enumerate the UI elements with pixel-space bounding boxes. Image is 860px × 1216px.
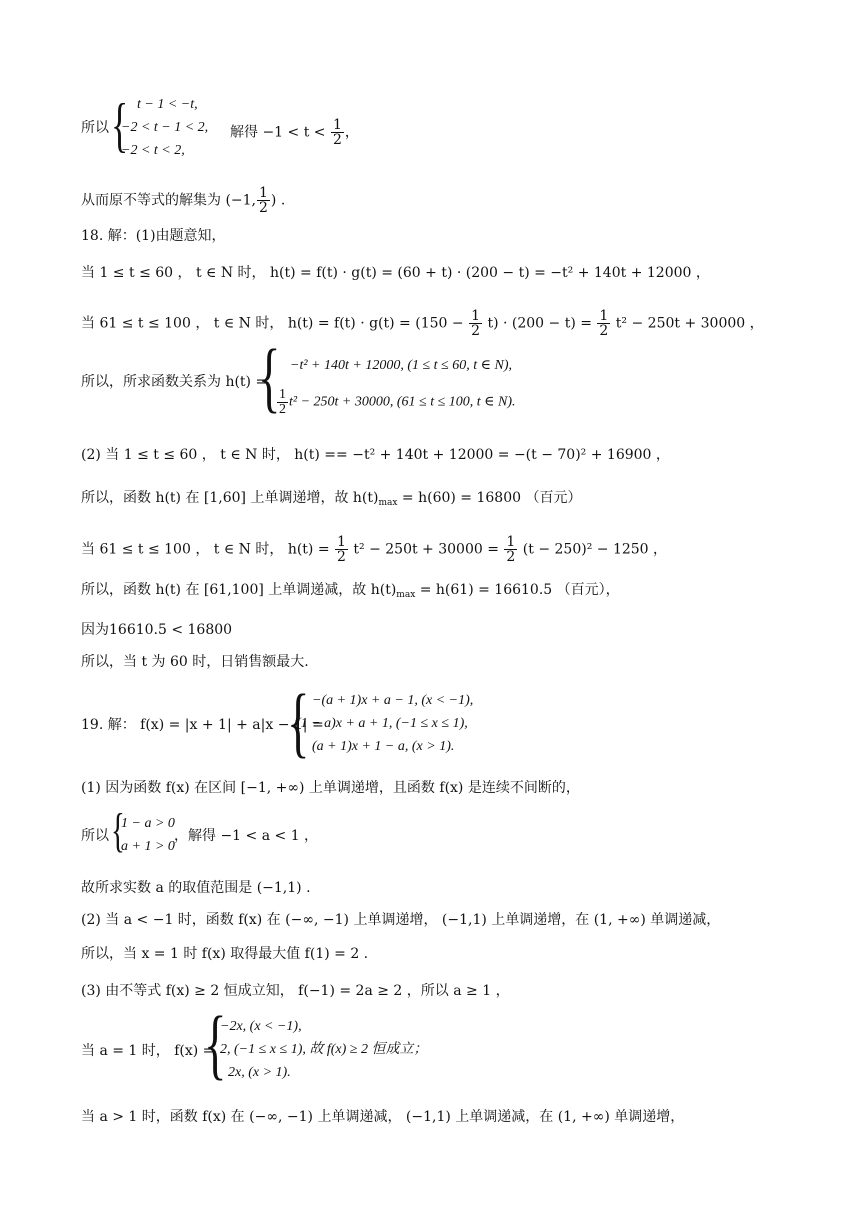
part-2-line-4: 所以，函数 h(t) 在 [61,100] 上单调递减，故 $h(t)_{max} = h(61) = 16610.5$ （百元），: [81, 582, 620, 600]
left-brace: {: [111, 804, 125, 857]
fraction: $\frac{1}{2}$: [506, 534, 516, 565]
fraction: $\frac{1}{2}$: [279, 387, 286, 417]
system-case-1: t − 1 < −t,: [137, 97, 198, 112]
part-2-line-b: 所以，当 x = 1 时 f(x) 取得最大值 f(1) = 2 .: [81, 946, 369, 962]
part-2-line-3: 当 61 ≤ t ≤ 100 ， t ∈ N 时， h(t) = $\frac{1}{2}$ t² − 250t + 30000 = $\frac{1}{2}$ (t − 250)² − 1250 ，: [81, 534, 668, 565]
part-3-case-2: 2, (−1 ≤ x ≤ 1), 故 f(x) ≥ 2 恒成立；: [220, 1042, 428, 1057]
part-2-line-1: (2) 当 1 ≤ t ≤ 60 ， t ∈ N 时， h(t) == −t² + 140t + 12000 = −(t − 70)² + 16900 ，: [81, 447, 670, 463]
problem-18-heading: 18. 解：(1)由题意知，: [81, 228, 226, 244]
fraction: $\frac{1}{2}$: [332, 117, 342, 148]
piecewise-case-3: (a + 1)x + 1 − a, (x > 1).: [312, 739, 455, 754]
part-3-case-3: 2x, (x > 1).: [228, 1065, 291, 1080]
fraction: $\frac{1}{2}$: [599, 308, 609, 339]
system-case-3: −2 < t < 2,: [121, 143, 185, 158]
part-2-line-2: 所以，函数 h(t) 在 [1,60] 上单调递增，故 $h(t)_{max} = h(60) = 16800$ （百元）: [81, 490, 582, 508]
part-3-case-1: −2x, (x < −1),: [220, 1019, 302, 1034]
comparison-line: 因为16610.5 < 16800: [81, 622, 233, 638]
inequality-case-2: a + 1 > 0: [121, 839, 175, 854]
fraction: $\frac{1}{2}$: [259, 185, 268, 216]
problem-18-line-2: 当 61 ≤ t ≤ 100 ， t ∈ N 时， h(t) = f(t) · g(t) = (150 − $\frac{1}{2}$ t) · (200 − t) = $\frac{1}{2}$ t² − 250t + 30000 ，: [81, 308, 764, 339]
solve-result: 解得 −1 < t < $\frac{1}{2}$ ，: [230, 117, 359, 148]
solution-set-line: 从而原不等式的解集为 (−1, $\frac{1}{2}$ ) .: [81, 185, 286, 216]
left-brace: {: [111, 92, 129, 158]
so-label: 所以: [81, 120, 109, 136]
part-1-solve: ，解得 −1 < a < 1 ，: [174, 828, 319, 844]
left-brace: {: [204, 1000, 227, 1087]
conclusion-line: 所以，当 t 为 60 时，日销售额最大.: [81, 654, 309, 670]
part-2-line-a: (2) 当 a < −1 时，函数 f(x) 在 (−∞, −1) 上单调递增， (−1,1) 上单调递增，在 (1, +∞) 单调递减，: [81, 912, 721, 928]
left-brace: {: [258, 333, 281, 420]
part-1-so: 所以: [81, 828, 109, 844]
problem-19-heading: 19. 解： f(x) = |x + 1| + a|x − 1| =: [81, 717, 324, 733]
relation-label: 所以，所求函数关系为 h(t) =: [81, 374, 268, 390]
piecewise-case-2: (1 − a)x + a + 1, (−1 ≤ x ≤ 1),: [296, 716, 468, 731]
part-1-line-1: (1) 因为函数 f(x) 在区间 [−1, +∞) 上单调递增，且函数 f(x) 是连续不间断的，: [81, 780, 580, 796]
problem-18-line-1: 当 1 ≤ t ≤ 60 ， t ∈ N 时， h(t) = f(t) · g(t) = (60 + t) · (200 − t) = −t² + 140t + 12000 ，: [81, 265, 710, 281]
part-1-conclusion: 故所求实数 a 的取值范围是 (−1,1) .: [81, 880, 311, 896]
fraction: $\frac{1}{2}$: [337, 534, 346, 565]
part-3-when: 当 a = 1 时， f(x) =: [81, 1043, 215, 1059]
relation-case-2: $\frac{1}{2}$ t² − 250t + 30000, (61 ≤ t ≤ 100, t ∈ N).: [279, 387, 516, 417]
part-3-last-line: 当 a > 1 时，函数 f(x) 在 (−∞, −1) 上单调递减， (−1,1) 上单调递减，在 (1, +∞) 单调递增，: [81, 1109, 685, 1125]
fraction: $\frac{1}{2}$: [471, 308, 480, 339]
part-3-line-1: (3) 由不等式 f(x) ≥ 2 恒成立知， f(−1) = 2a ≥ 2 ，所以 a ≥ 1 ，: [81, 983, 510, 999]
piecewise-case-1: −(a + 1)x + a − 1, (x < −1),: [312, 693, 474, 708]
inequality-case-1: 1 − a > 0: [121, 816, 175, 831]
relation-case-1: −t² + 140t + 12000, (1 ≤ t ≤ 60, t ∈ N),: [290, 358, 512, 373]
system-case-2: −2 < t − 1 < 2,: [121, 120, 209, 135]
left-brace: {: [287, 678, 310, 765]
